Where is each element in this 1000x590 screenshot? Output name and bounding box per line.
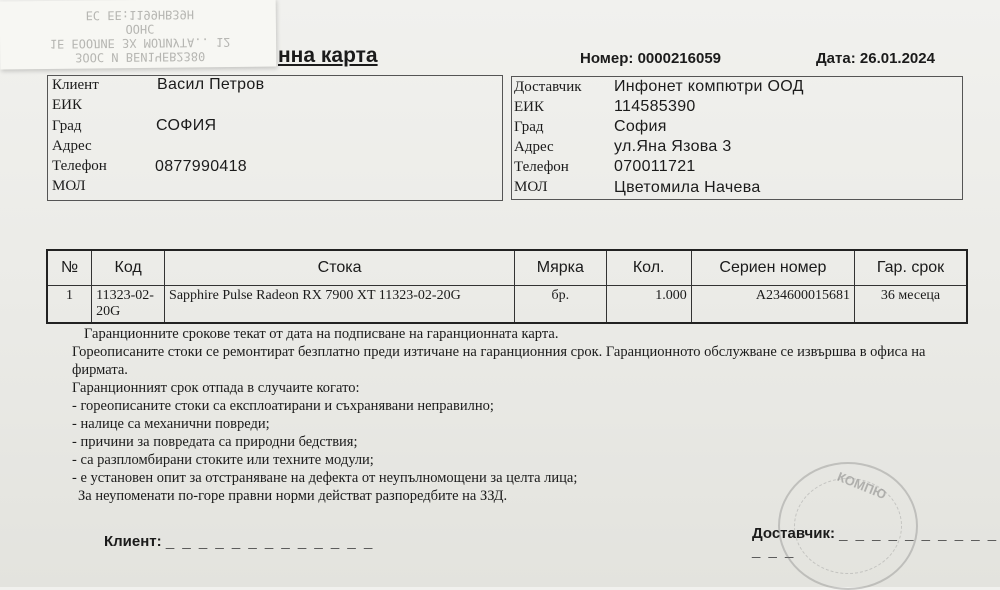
cell-no: 1 xyxy=(47,286,92,324)
supplier-mol-label: МОЛ xyxy=(514,179,548,195)
supplier-phone: 070011721 xyxy=(614,158,696,175)
terms-p2a: Гореописаните стоки се ремонтират безплатно преди изтичане на гаранционния срок. Гаранционното обслужване се извършва в офиса на xyxy=(72,344,926,360)
cell-code-line1: 11323-02- xyxy=(96,288,154,303)
supplier-signature-line: _ _ _ _ _ _ _ _ _ _ _ _ _ xyxy=(752,525,999,559)
col-header-warranty: Гар. срок xyxy=(855,250,967,286)
items-table xyxy=(46,249,968,324)
client-label: Клиент xyxy=(52,77,99,93)
supplier-label: Доставчик xyxy=(514,79,582,95)
sticker-line: ЗООС И ВЕИ1ЧЕВ2380 xyxy=(75,49,206,65)
supplier-name: Инфонет компютри ООД xyxy=(614,78,804,95)
supplier-signature-label: Доставчик: xyxy=(752,525,835,542)
terms-p4: За неупоменати по-горе правни норми действат разпоредбите на ЗЗД. xyxy=(78,488,508,504)
date-label: Дата: xyxy=(816,50,856,67)
table-row xyxy=(47,286,967,324)
document-number xyxy=(580,50,721,67)
client-signature xyxy=(104,533,374,550)
number-label: Номер: xyxy=(580,50,634,67)
client-address-label: Адрес xyxy=(52,138,92,154)
client-mol-label: МОЛ xyxy=(52,178,86,194)
terms-item: - налице са механични повреди; xyxy=(72,416,270,432)
cell-code xyxy=(92,286,165,324)
supplier-address-label: Адрес xyxy=(514,139,554,155)
sticker-line: ООНС xyxy=(125,21,155,37)
col-header-serial: Сериен номер xyxy=(691,250,854,286)
terms-item: - причини за повредата са природни бедствия; xyxy=(72,434,358,450)
table-header-row xyxy=(47,250,967,286)
client-name: Васил Петров xyxy=(157,76,265,93)
cell-serial: A234600015681 xyxy=(691,286,854,324)
terms-item: - са разпломбирани стоките или техните модули; xyxy=(72,452,374,468)
company-stamp xyxy=(778,462,918,590)
client-city-label: Град xyxy=(52,118,82,134)
sticker-line: 1Е ЕООЛИЕ 3Х МОЛИУТА.. 12 xyxy=(49,35,231,51)
number-value: 0000216059 xyxy=(637,50,722,67)
client-city: СОФИЯ xyxy=(156,117,217,134)
supplier-eik-label: ЕИК xyxy=(514,99,544,115)
supplier-eik: 114585390 xyxy=(614,98,696,115)
supplier-city-label: Град xyxy=(514,119,544,135)
supplier-mol: Цветомила Начева xyxy=(614,179,761,196)
document-date xyxy=(816,50,935,67)
client-eik-label: ЕИК xyxy=(52,97,82,113)
supplier-city: София xyxy=(614,118,667,135)
terms-item: - гореописаните стоки са експлоатирани и съхранявани неправилно; xyxy=(72,398,494,414)
col-header-qty: Кол. xyxy=(606,250,691,286)
terms-p3: Гаранционният срок отпада в случаите когато: xyxy=(72,380,360,396)
sticker-line: ЕС ЕЕ:1199НВЗ9Н xyxy=(85,7,195,23)
stamp-text: КОМПЮ xyxy=(835,468,889,503)
date-value: 26.01.2024 xyxy=(859,50,935,67)
sticker-label xyxy=(0,0,276,69)
client-phone-label: Телефон xyxy=(52,158,107,174)
client-signature-label: Клиент: xyxy=(104,533,162,550)
cell-item: Sapphire Pulse Radeon RX 7900 XT 11323-02-20G xyxy=(165,286,515,324)
client-phone: 0877990418 xyxy=(155,158,247,175)
client-signature-line: _ _ _ _ _ _ _ _ _ _ _ _ _ xyxy=(165,533,375,550)
supplier-address: ул.Яна Язова 3 xyxy=(614,138,732,155)
col-header-item: Стока xyxy=(165,250,515,286)
cell-unit: бр. xyxy=(515,286,606,324)
col-header-no: № xyxy=(47,250,92,286)
terms-item: - е установен опит за отстраняване на дефекта от неупълномощени за целта лица; xyxy=(72,470,578,486)
cell-code-line2: 20G xyxy=(96,304,121,319)
document-title: нна карта xyxy=(278,44,378,67)
terms-p2b: фирмата. xyxy=(72,362,128,378)
col-header-unit: Мярка xyxy=(515,250,606,286)
col-header-code: Код xyxy=(92,250,165,286)
supplier-phone-label: Телефон xyxy=(514,159,569,175)
cell-warranty: 36 месеца xyxy=(855,286,967,324)
sticker-bleed-text xyxy=(40,7,241,65)
terms-p1: Гаранционните срокове текат от дата на подписване на гаранционната карта. xyxy=(84,326,559,342)
client-info-box xyxy=(47,75,503,201)
cell-qty: 1.000 xyxy=(606,286,691,324)
